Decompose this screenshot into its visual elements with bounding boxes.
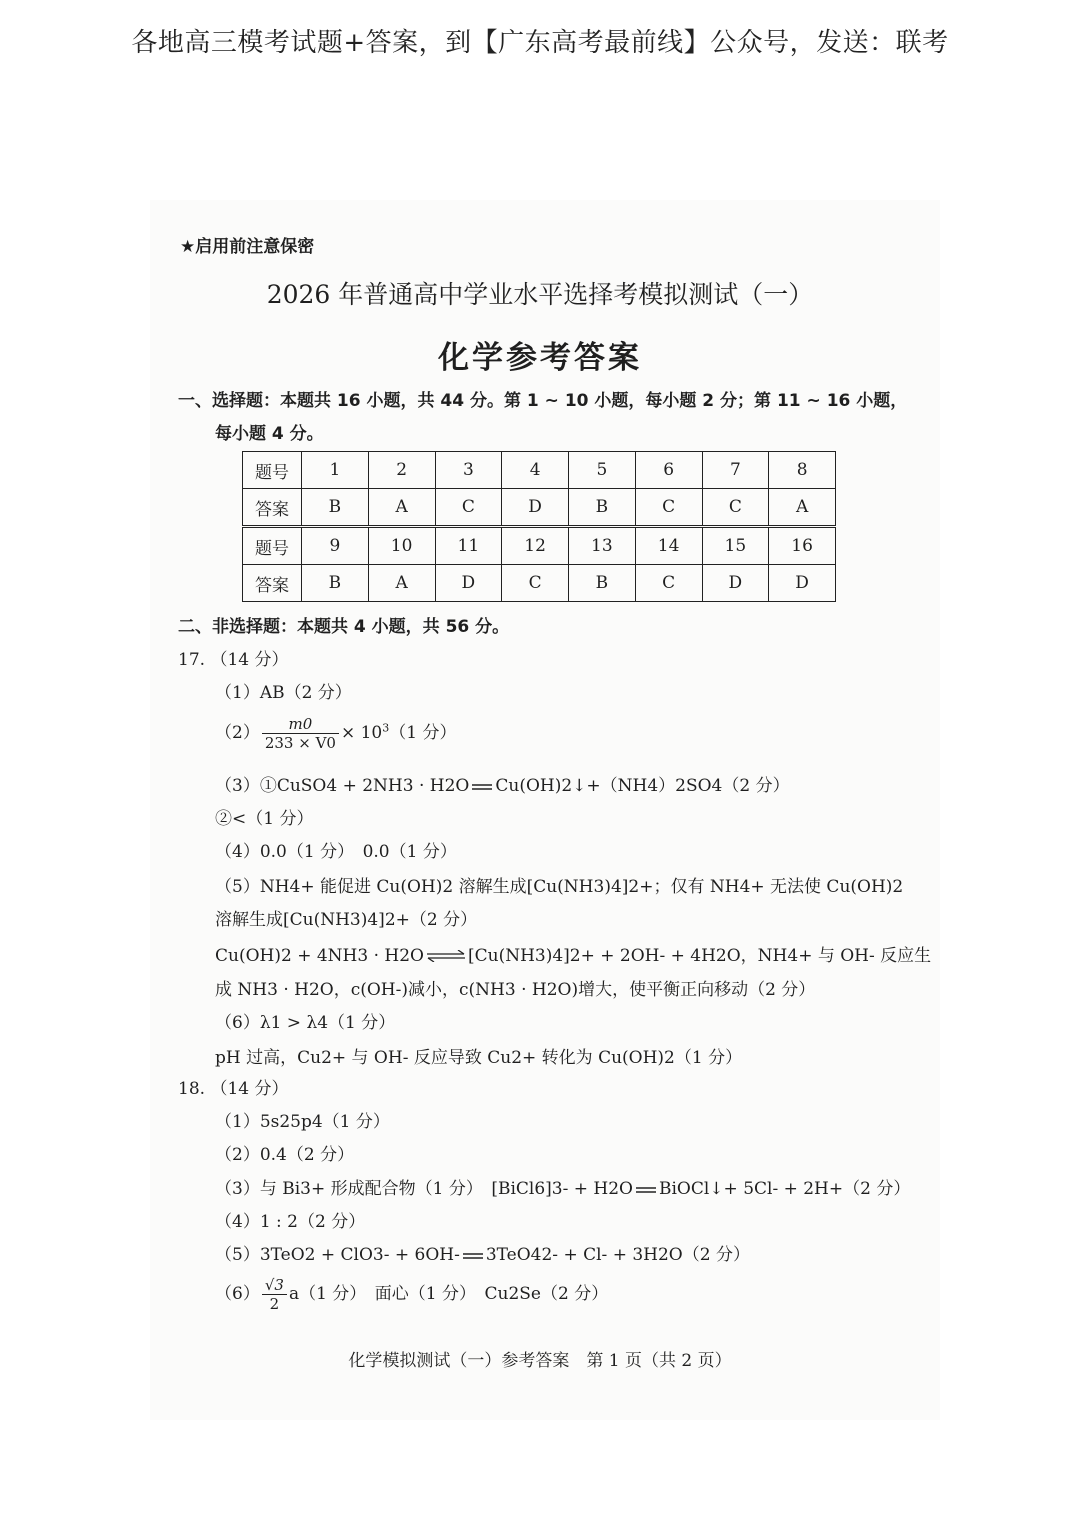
answer-cell: B: [302, 489, 369, 527]
exponent: 3: [382, 721, 390, 735]
q-number-cell: 14: [635, 527, 702, 565]
q-number-cell: 7: [702, 452, 769, 489]
section1-heading-cont: 每小题 4 分。: [215, 424, 324, 444]
q-number-cell: 6: [635, 452, 702, 489]
q17-part5-line4: 成 NH3 · H2O，c(OH-)减小，c(NH3 · H2O)增大，使平衡正向移动（2 分）: [215, 980, 816, 1000]
q-number-cell: 8: [769, 452, 836, 489]
q-number-cell: 4: [502, 452, 569, 489]
fraction-numerator: m0: [262, 715, 339, 734]
confidential-notice: ★启用前注意保密: [180, 237, 315, 257]
equation-left: （3）与 Bi3+ 形成配合物（1 分） [BiCl6]3- + H2O: [215, 1179, 633, 1199]
equation-left: （5）3TeO2 + ClO3- + 6OH-: [215, 1245, 460, 1265]
q17-part3b: ②<（1 分）: [215, 809, 314, 829]
double-equals-icon: [635, 1180, 657, 1200]
q-number-cell: 3: [435, 452, 502, 489]
answer-table: [242, 451, 836, 602]
answer-cell: C: [702, 489, 769, 527]
top-banner: 各地高三模考试题+答案，到【广东高考最前线】公众号，发送：联考: [131, 28, 949, 58]
fraction-numerator: √3: [262, 1276, 287, 1295]
answer-tail: a（1 分） 面心（1 分） Cu2Se（2 分）: [288, 1284, 609, 1304]
answer-cell: A: [769, 489, 836, 527]
answer-cell: B: [569, 565, 636, 602]
q-number-cell: 16: [769, 527, 836, 565]
q17-part5-line2: 溶解生成[Cu(NH3)4]2+（2 分）: [215, 910, 478, 930]
table-row: [243, 527, 836, 565]
q17-part3: [215, 771, 790, 797]
double-equals-icon: [471, 777, 493, 797]
a-label-cell: 答案: [243, 489, 302, 527]
q18-part4: （4）1 : 2（2 分）: [215, 1212, 366, 1232]
answer-cell: C: [435, 489, 502, 527]
q-number-cell: 2: [368, 452, 435, 489]
fraction: [262, 715, 339, 752]
q18-heading: 18. （14 分）: [178, 1079, 289, 1099]
answer-title: 化学参考答案: [438, 340, 642, 376]
q-number-cell: 15: [702, 527, 769, 565]
answer-cell: D: [702, 565, 769, 602]
answer-cell: B: [569, 489, 636, 527]
equation-left: ①CuSO4 + 2NH3 · H2O: [259, 776, 470, 796]
a-label-cell: 答案: [243, 565, 302, 602]
q18-part6: [215, 1276, 608, 1313]
answer-cell: D: [435, 565, 502, 602]
fraction-denominator: 2: [269, 1295, 280, 1313]
q17-part1: （1）AB（2 分）: [215, 683, 352, 703]
q-number-cell: 9: [302, 527, 369, 565]
equilibrium-arrow-icon: [426, 947, 466, 967]
q18-part3: [215, 1174, 910, 1200]
part-label: （3）: [215, 776, 260, 796]
multiplier: × 10: [340, 723, 383, 743]
q18-part5: [215, 1240, 750, 1266]
answer-cell: C: [635, 565, 702, 602]
score: （1 分）: [389, 723, 457, 743]
q-number-cell: 11: [435, 527, 502, 565]
q18-part1: （1）5s25p4（1 分）: [215, 1112, 390, 1132]
q17-part6-line2: pH 过高，Cu2+ 与 OH- 反应导致 Cu2+ 转化为 Cu(OH)2（1 分）: [215, 1048, 743, 1068]
answer-cell: D: [769, 565, 836, 602]
equation-right: BiOCl↓+ 5Cl- + 2H+（2 分）: [658, 1179, 911, 1199]
q-number-cell: 5: [569, 452, 636, 489]
q17-part5-line3: [215, 941, 931, 967]
answer-cell: A: [368, 489, 435, 527]
answer-cell: C: [635, 489, 702, 527]
q-label-cell: 题号: [243, 527, 302, 565]
answer-cell: B: [302, 565, 369, 602]
fraction-denominator: 233 × V0: [264, 734, 336, 752]
part-label: （2）: [215, 723, 260, 743]
equation-right: Cu(OH)2↓+（NH4）2SO4（2 分）: [495, 776, 790, 796]
equation-left: Cu(OH)2 + 4NH3 · H2O: [215, 946, 424, 966]
exam-title: 2026 年普通高中学业水平选择考模拟测试（一）: [266, 280, 814, 309]
part-label: （6）: [215, 1284, 260, 1304]
q-number-cell: 1: [302, 452, 369, 489]
equation-right: [Cu(NH3)4]2+ + 2OH- + 4H2O，NH4+ 与 OH- 反应生: [467, 946, 932, 966]
q17-part6-line1: （6）λ1 > λ4（1 分）: [215, 1013, 396, 1033]
section2-heading: 二、非选择题：本题共 4 小题，共 56 分。: [178, 617, 510, 637]
fraction: [262, 1276, 287, 1313]
table-row: [243, 452, 836, 489]
answer-cell: C: [502, 565, 569, 602]
q17-heading: 17. （14 分）: [178, 650, 289, 670]
answer-cell: A: [368, 565, 435, 602]
q-number-cell: 13: [569, 527, 636, 565]
q-number-cell: 12: [502, 527, 569, 565]
q18-part2: （2）0.4（2 分）: [215, 1145, 355, 1165]
answer-cell: D: [502, 489, 569, 527]
table-row: [243, 489, 836, 527]
equation-right: 3TeO42- + Cl- + 3H2O（2 分）: [485, 1245, 750, 1265]
q-number-cell: 10: [368, 527, 435, 565]
page-footer: 化学模拟测试（一）参考答案 第 1 页（共 2 页）: [348, 1351, 732, 1371]
q17-part4: （4）0.0（1 分） 0.0（1 分）: [215, 842, 457, 862]
section1-heading: 一、选择题：本题共 16 小题，共 44 分。第 1 ~ 10 小题，每小题 2 分；第 11 ~ 16 小题，: [178, 391, 908, 411]
q-label-cell: 题号: [243, 452, 302, 489]
q17-part2: [215, 715, 456, 752]
q17-part5-line1: （5）NH4+ 能促进 Cu(OH)2 溶解生成[Cu(NH3)4]2+；仅有 NH4+ 无法使 Cu(OH)2: [215, 877, 904, 897]
double-equals-icon: [462, 1246, 484, 1266]
table-row: [243, 565, 836, 602]
